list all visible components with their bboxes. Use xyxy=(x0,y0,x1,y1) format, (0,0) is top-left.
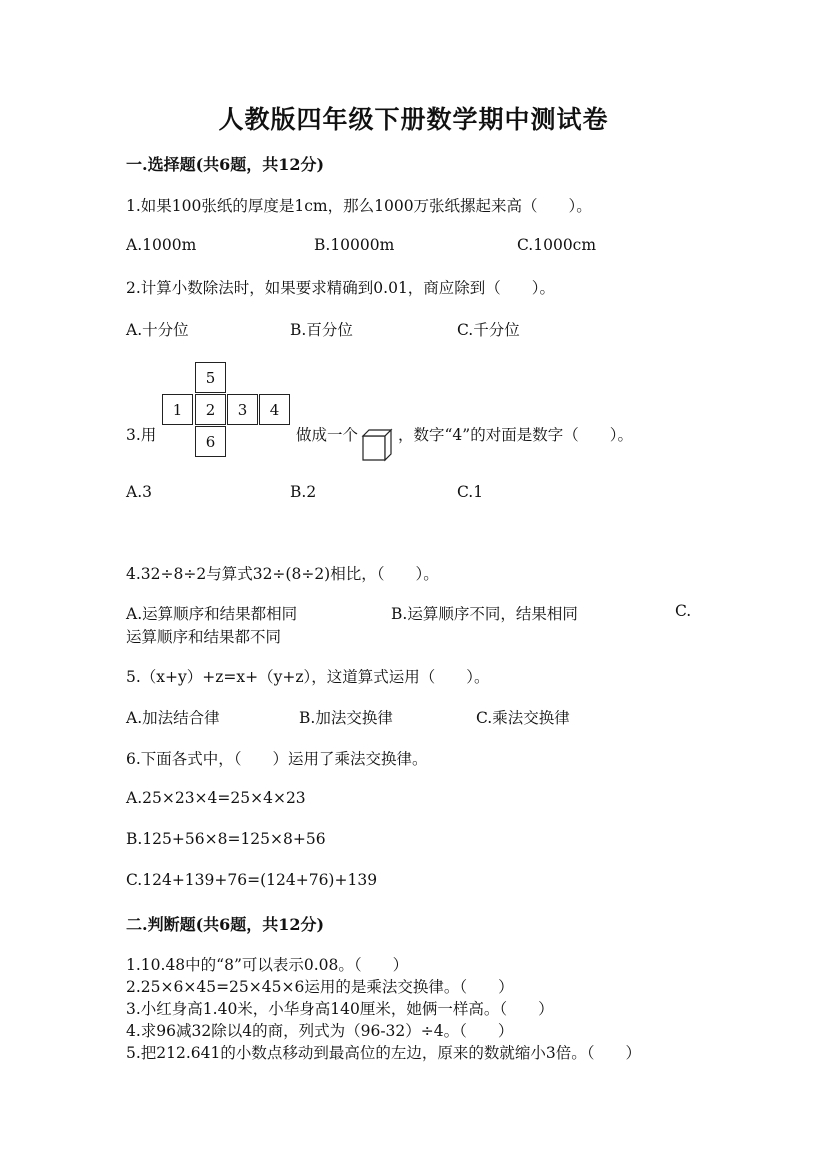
q6-option-c: C.124+139+76=(124+76)+139 xyxy=(126,871,378,889)
section-heading-judgment: 二.判断题(共6题，共12分) xyxy=(126,915,325,934)
q4-option-a: A.运算顺序和结果都相同 xyxy=(126,605,298,623)
q3-option-c: C.1 xyxy=(457,483,484,501)
q5-option-b: B.加法交换律 xyxy=(299,709,393,727)
judgment-item-1: 1.10.48中的“8”可以表示0.08。（ ） xyxy=(126,956,409,974)
net-face-1: 1 xyxy=(162,394,193,425)
q3-option-a: A.3 xyxy=(126,483,152,501)
q3-option-b: B.2 xyxy=(290,483,317,501)
net-face-6: 6 xyxy=(195,426,226,457)
net-face-3: 3 xyxy=(227,394,258,425)
q5-option-c: C.乘法交换律 xyxy=(476,709,570,727)
q6-option-a: A.25×23×4=25×4×23 xyxy=(126,789,306,807)
q4-option-c-label: C. xyxy=(675,602,692,620)
q1-option-b: B.10000m xyxy=(314,236,395,254)
q4-option-b: B.运算顺序不同，结果相同 xyxy=(391,605,578,623)
q4-option-c: 运算顺序和结果都不同 xyxy=(126,628,282,646)
question-1: 1.如果100张纸的厚度是1cm，那么1000万张纸摞起来高（ ）。 xyxy=(126,197,592,215)
q2-option-a: A.十分位 xyxy=(126,321,189,339)
section-heading-choice: 一.选择题(共6题，共12分) xyxy=(126,155,325,174)
judgment-item-4: 4.求96减32除以4的商，列式为（96-32）÷4。（ ） xyxy=(126,1022,514,1040)
question-2: 2.计算小数除法时，如果要求精确到0.01，商应除到（ ）。 xyxy=(126,279,556,297)
question-4: 4.32÷8÷2与算式32÷(8÷2)相比，（ ）。 xyxy=(126,565,439,583)
q2-option-b: B.百分位 xyxy=(290,321,353,339)
q5-option-a: A.加法结合律 xyxy=(126,709,220,727)
judgment-item-2: 2.25×6×45=25×45×6运用的是乘法交换律。（ ） xyxy=(126,978,514,996)
page-title: 人教版四年级下册数学期中测试卷 xyxy=(218,105,609,134)
question-3-middle: 做成一个 xyxy=(296,426,359,444)
question-5: 5.（x+y）+z=x+（y+z），这道算式运用（ ）。 xyxy=(126,668,490,686)
q6-option-b: B.125+56×8=125×8+56 xyxy=(126,830,326,848)
net-face-4: 4 xyxy=(259,394,290,425)
judgment-item-5: 5.把212.641的小数点移动到最高位的左边，原来的数就缩小3倍。（ ） xyxy=(126,1044,641,1062)
q1-option-a: A.1000m xyxy=(126,236,197,254)
question-6: 6.下面各式中，（ ）运用了乘法交换律。 xyxy=(126,750,428,768)
q1-option-c: C.1000cm xyxy=(517,236,597,254)
question-3-suffix: ，数字“4”的对面是数字（ ）。 xyxy=(398,426,633,444)
net-face-2: 2 xyxy=(195,394,226,425)
question-3-prefix: 3.用 xyxy=(126,426,157,444)
net-face-5: 5 xyxy=(195,362,226,393)
cube-icon xyxy=(361,428,393,462)
cube-net-figure xyxy=(162,362,292,458)
q2-option-c: C.千分位 xyxy=(457,321,520,339)
judgment-item-3: 3.小红身高1.40米，小华身高140厘米，她俩一样高。（ ） xyxy=(126,1000,554,1018)
